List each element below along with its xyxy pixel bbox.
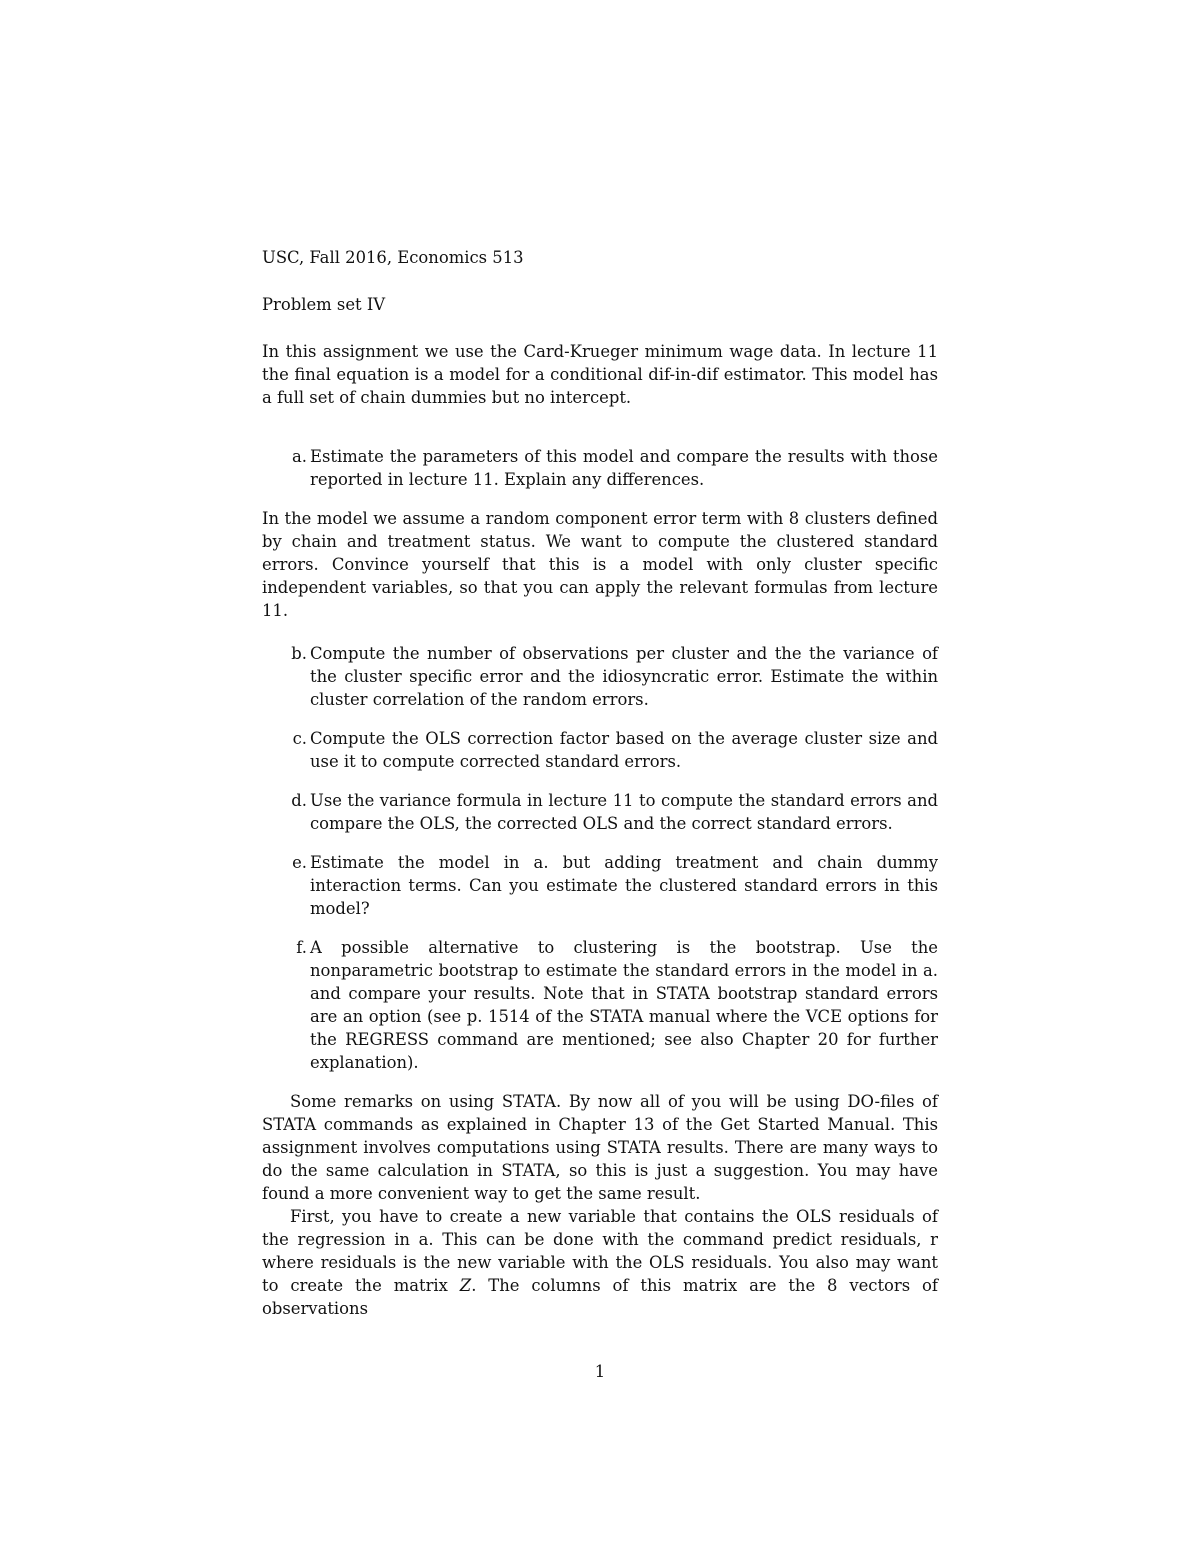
final-paragraph-text-start: First, you have to create a new variable that contains the OLS residuals of the regression in a. This can be done with the command predict residuals, r where residuals is the new variable with the OLS residuals. You also may want to create the matrix <box>262 1207 938 1295</box>
question-text-c: Compute the OLS correction factor based on the average cluster size and use it to compute corrected standard errors. <box>310 729 938 771</box>
question-label-f: f. <box>296 938 307 957</box>
final-paragraph <box>262 1205 938 1320</box>
remarks-paragraph: Some remarks on using STATA. By now all of you will be using DO-files of STATA commands as explained in Chapter 13 of the Get Started Manual. This assignment involves computations using STATA results. There are many ways to do the same calculation in STATA, so this is just a suggestion. You may have found a more convenient way to get the same result. <box>262 1092 938 1203</box>
middle-paragraph: In the model we assume a random component error term with 8 clusters defined by chain and treatment status. We want to compute the clustered standard errors. Convince yourself that this is a model with only cluster specific independent variables, so that you can apply the relevant formulas from lecture 11. <box>262 509 938 620</box>
page-number: 1 <box>594 1362 606 1381</box>
question-text-b: Compute the number of observations per cluster and the the variance of the cluster specific error and the idiosyncratic error. Estimate the within cluster correlation of the random errors. <box>310 644 938 709</box>
question-item-e <box>262 851 938 920</box>
question-item-b <box>262 642 938 711</box>
question-item-c <box>262 727 938 773</box>
question-list-b-f <box>262 642 938 1074</box>
question-label-c: c. <box>292 729 307 748</box>
question-label-b: b. <box>291 644 307 663</box>
question-label-a: a. <box>292 447 307 466</box>
final-paragraph-text-end: . The columns of this matrix are the 8 vectors of observations <box>262 1276 938 1318</box>
question-text-e: Estimate the model in a. but adding treatment and chain dummy interaction terms. Can you estimate the clustered standard errors in this model? <box>310 853 938 918</box>
question-item-f <box>262 936 938 1074</box>
problem-set-title: Problem set IV <box>262 295 386 314</box>
document-body <box>262 246 938 1320</box>
question-text-d: Use the variance formula in lecture 11 to compute the standard errors and compare the OLS, the corrected OLS and the correct standard errors. <box>310 791 938 833</box>
intro-paragraph: In this assignment we use the Card-Krueger minimum wage data. In lecture 11 the final equation is a model for a conditional dif-in-dif estimator. This model has a full set of chain dummies but no intercept. <box>262 342 938 407</box>
question-item-a <box>262 445 938 491</box>
question-text-f: A possible alternative to clustering is the bootstrap. Use the nonparametric bootstrap to estimate the standard errors in the model in a. and compare your results. Note that in STATA bootstrap standard errors are an option (see p. 1514 of the STATA manual where the VCE options for the REGRESS command are mentioned; see also Chapter 20 for further explanation). <box>310 938 938 1072</box>
question-list-a <box>262 445 938 491</box>
question-item-d <box>262 789 938 835</box>
course-header: USC, Fall 2016, Economics 513 <box>262 248 524 267</box>
question-text-a: Estimate the parameters of this model and compare the results with those reported in lecture 11. Explain any differences. <box>310 447 938 489</box>
question-label-e: e. <box>292 853 307 872</box>
matrix-z-symbol: Z <box>459 1276 472 1295</box>
question-label-d: d. <box>291 791 307 810</box>
